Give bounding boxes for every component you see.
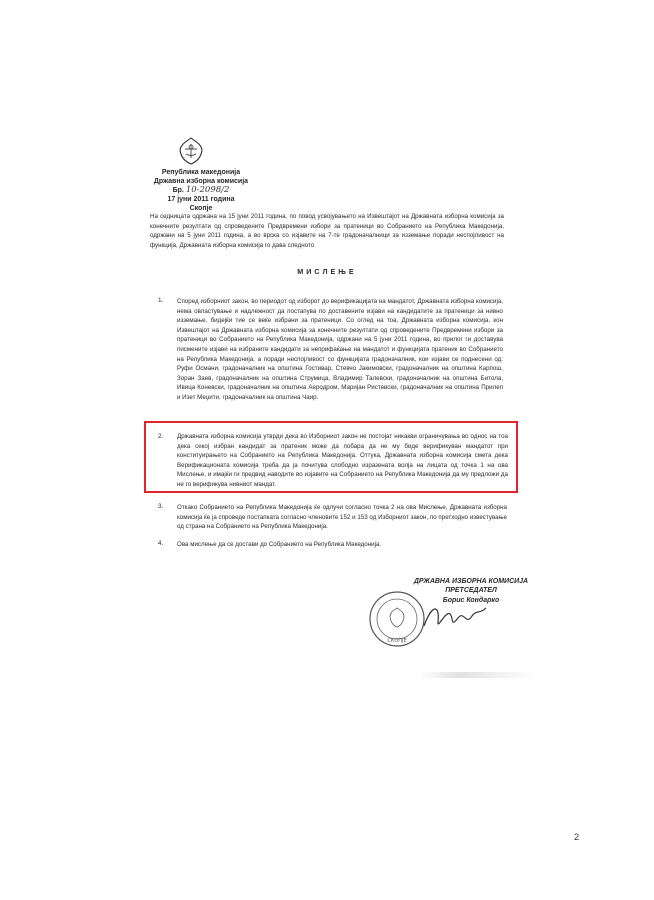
coat-of-arms-icon — [176, 136, 206, 166]
item-text: Според изборниот закон, во периодот од изборот до верификацијата на мандатот, Државната изборна комисија, нема овластување и надлежност да постапува по доставените изјави на кандидатите за пратеници за нивно изземање, бидејќи тие се веќе избрани за пратеници. Со оглед на тоа, Државната изборна комисија, кон Извештајот на Државната изборна комисија за конечните резултати од спроведените Предвремени избори за пратеници во Собранието на Република Македонија, одржани на 5 јуни 2011 година, во прилог ги доставува писмените изјави на избраните кандидати за неприфаќање на мандатот и функцијата пратеник во Собранието на Република Македонија, а поради неспојливост со функцијата градоначалник, кои изјави се поднесени од: Руфи Османи, градоначалник на општина Гостивар, Стевчо Јакимовски, градоначалник на општина Карпош, Зоран Заев, градоначалник на општина Струмица, Владимир Талевски, градоначалник на општина Битола, Ивица Коневски, градоначалник на општина Аеродром, Маријан Ристевски, градоначалник на општина Прилеп и Изет Меџити, градоначалник на општина Чаир. — [177, 298, 503, 401]
scan-smudge — [420, 672, 540, 678]
page-number: 2 — [574, 832, 580, 842]
header-date: 17 јуни 2011 година — [167, 196, 235, 203]
signature-title: ПРЕТСЕДАТЕЛ — [445, 587, 497, 595]
signature-name: Борис Кондарко — [442, 596, 500, 604]
header-institution: Државна изборна комисија — [153, 178, 249, 185]
signature-institution: ДРЖАВНА ИЗБОРНА КОМИСИЈА — [413, 578, 529, 585]
item-text: Ова мислење да се достави до Собранието на Република Македонија. — [177, 541, 382, 548]
item-number: 4. — [158, 540, 164, 547]
intro-paragraph: На седницата одржана на 15 јуни 2011 година, по повод усвојувањето на Извештајот на Државната изборна комисија за конечните резултати од спроведените Предвремени избори за пратеници во Собранието на Република Македонија, одржани на 5 јуни 2011 година, а во врска со изјавите на 7-те градоначалници за изземање поради неспојливост на функција, Државната изборна комисија го дава следното — [150, 213, 504, 249]
header-ref-number: 10-2098/2 — [185, 185, 230, 195]
header-ref — [146, 186, 256, 195]
document-heading: МИСЛЕЊЕ — [297, 267, 357, 276]
header-country: Република македонија — [161, 169, 241, 176]
header-ref-prefix: Бр. — [172, 187, 184, 194]
header-city: Скопје — [189, 205, 213, 212]
handwritten-signature — [420, 600, 490, 634]
item-text: Државната изборна комисија утврди дека во Изборниот закон не постојат никакви ограничувања во однос на тоа дека секој избран кандидат за пратеник може да побара да не му биде верификуван мандатот при конституирањето на Собранието на Република Македонија. Оттука, Државната изборна комисија смета дека Верификационата комисија треба да ја почитува слободно изразената волја на лицата од точка 1 на ова Мислење, и имајќи ги предвид наводите во изјавите на Собранието на Република Македонија да му предложи да не го верификува нивниот мандат. — [177, 433, 508, 488]
item-number: 3. — [158, 503, 164, 510]
item-text: Откако Собранието на Република Македонија ќе одлучи согласно точка 2 на ова Мислење, Државната изборна комисија ќе ја спроведе постапката согласно членовите 152 и 153 од Изборниот закон, по претходно известување од страна на Собранието на Република Македонија. — [177, 504, 507, 531]
item-number: 1. — [158, 297, 164, 304]
item-number: 2. — [158, 433, 164, 440]
seal-text: СКОПЈЕ — [387, 638, 407, 644]
issuer-header — [146, 168, 256, 213]
